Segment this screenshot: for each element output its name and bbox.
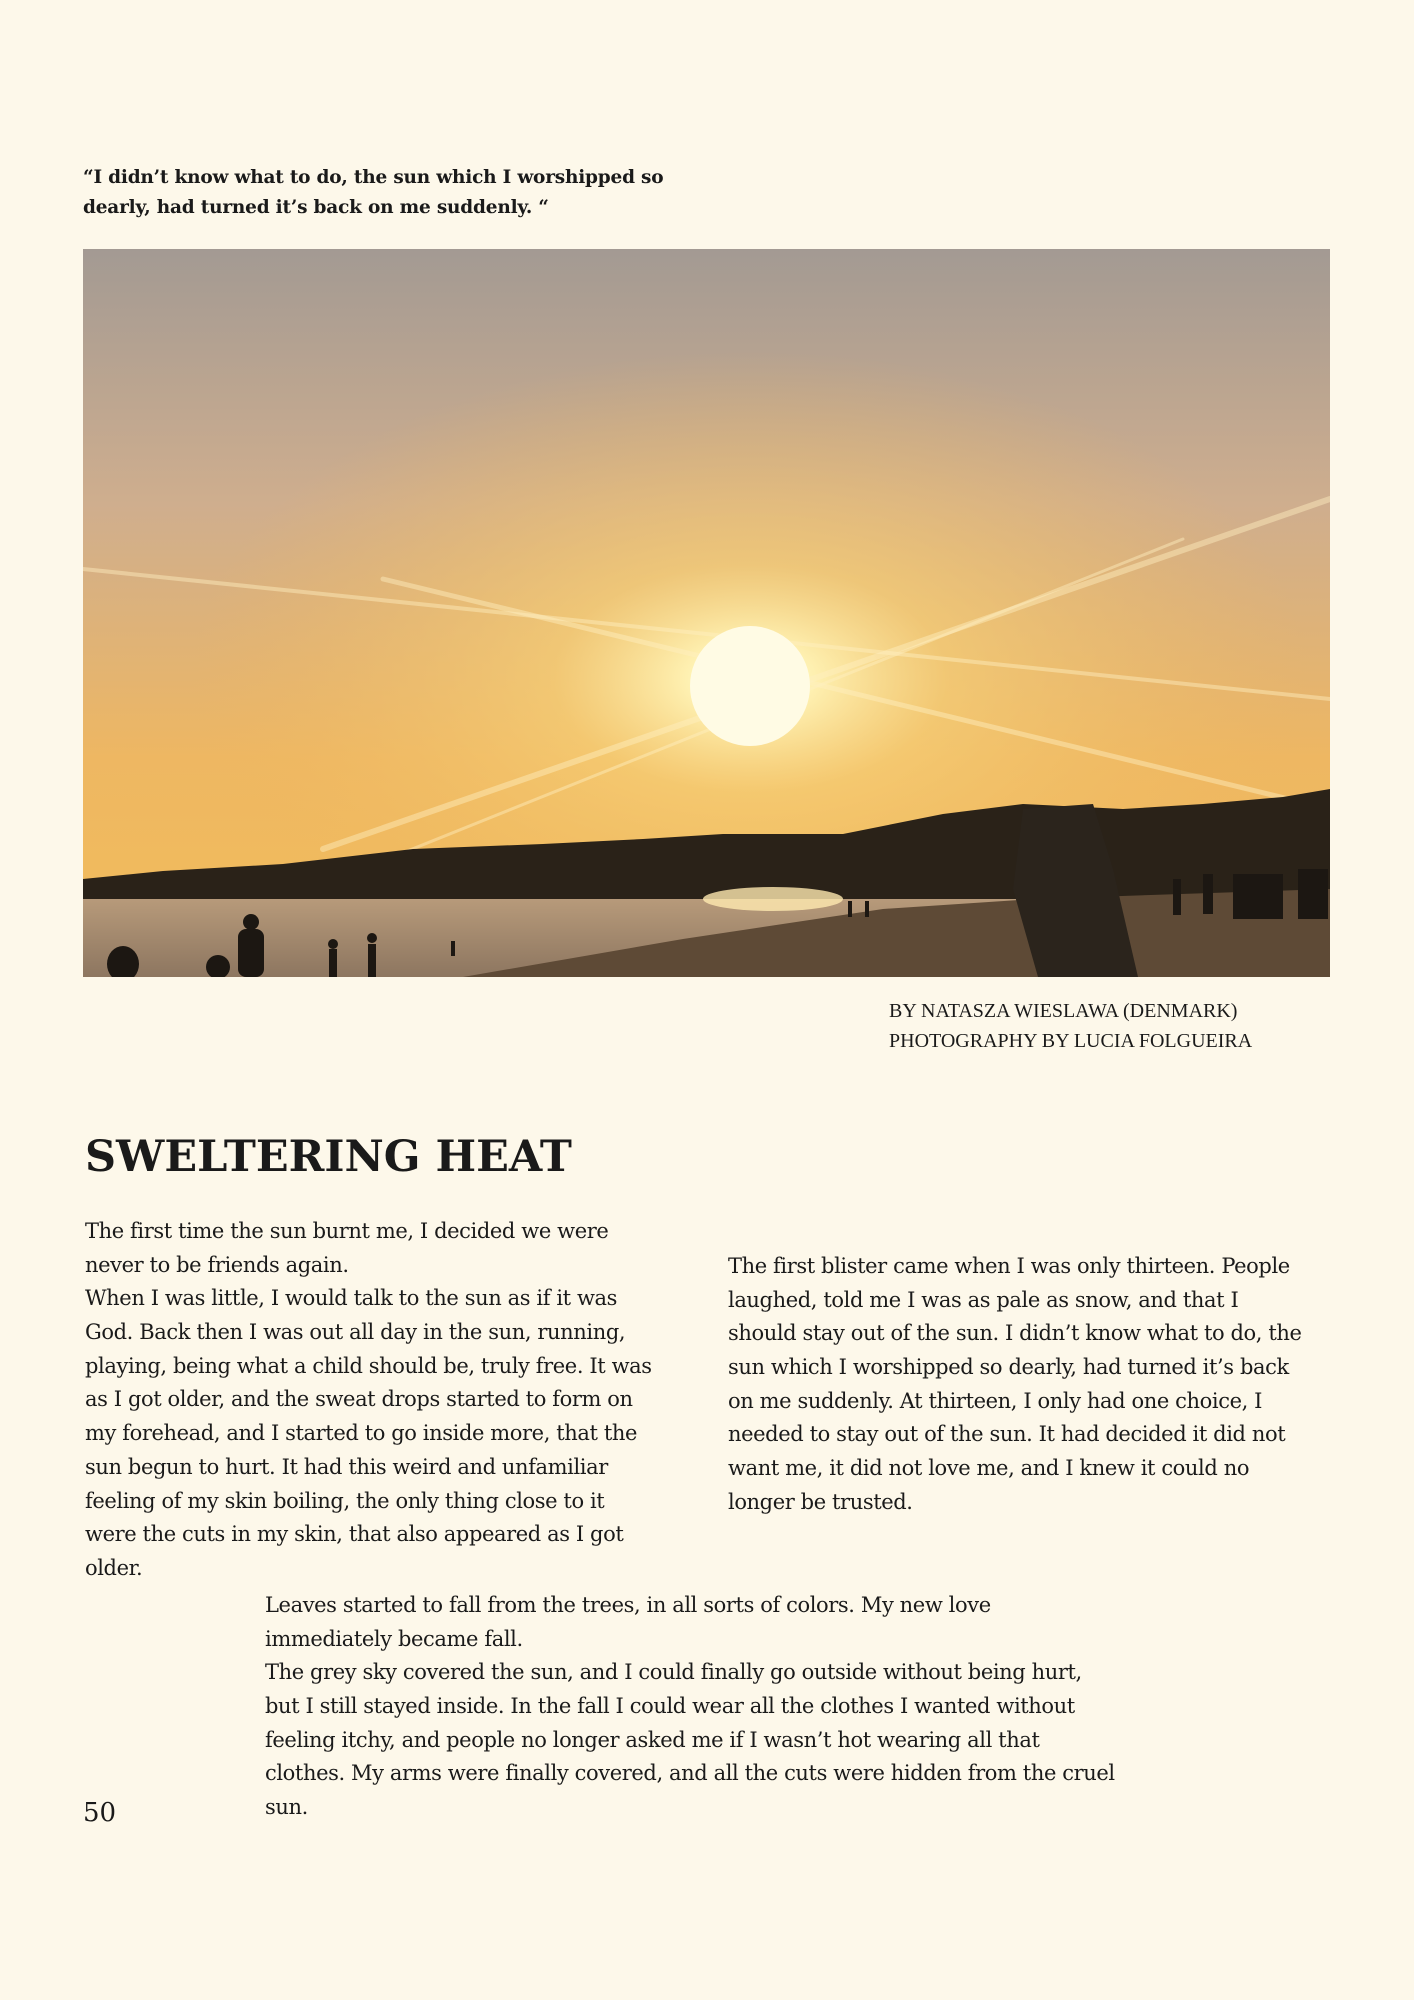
text-line: laughed, told me I was as pale as snow, and that I xyxy=(728,1287,1239,1312)
pull-quote-line: “I didn’t know what to do, the sun which I worshipped so xyxy=(83,167,664,188)
article-column-bottom xyxy=(265,1589,1115,1825)
text-line: as I got older, and the sweat drops started to form on xyxy=(85,1387,633,1412)
pull-quote xyxy=(83,163,663,223)
text-line: never to be friends again. xyxy=(85,1252,349,1277)
text-line: feeling itchy, and people no longer asked me if I wasn’t hot wearing all that xyxy=(265,1727,1040,1752)
text-line: clothes. My arms were finally covered, and all the cuts were hidden from the cruel xyxy=(265,1761,1115,1786)
photo-credit: PHOTOGRAPHY BY LUCIA FOLGUEIRA xyxy=(889,1030,1253,1052)
text-line: were the cuts in my skin, that also appeared as I got xyxy=(85,1522,624,1547)
article-column-left xyxy=(85,1215,652,1586)
text-line: When I was little, I would talk to the sun as if it was xyxy=(85,1286,618,1311)
text-line: needed to stay out of the sun. It had decided it did not xyxy=(728,1422,1286,1447)
text-line: want me, it did not love me, and I knew it could no xyxy=(728,1456,1250,1481)
text-line: my forehead, and I started to go inside more, that the xyxy=(85,1421,638,1446)
text-line: sun. xyxy=(265,1795,308,1820)
text-line: The first time the sun burnt me, I decided we were xyxy=(85,1219,609,1243)
article-column-right xyxy=(728,1250,1302,1520)
text-line: should stay out of the sun. I didn’t know what to do, the xyxy=(728,1321,1302,1346)
text-line: The grey sky covered the sun, and I could finally go outside without being hurt, xyxy=(265,1660,1082,1685)
article-title: SWELTERING HEAT xyxy=(85,1132,572,1182)
text-line: immediately became fall. xyxy=(265,1626,523,1651)
text-line: sun which I worshipped so dearly, had turned it’s back xyxy=(728,1355,1289,1380)
text-line: older. xyxy=(85,1555,143,1580)
text-line: Leaves started to fall from the trees, in all sorts of colors. My new love xyxy=(265,1593,991,1617)
pull-quote-line: dearly, had turned it’s back on me suddenly. “ xyxy=(83,197,549,218)
byline xyxy=(889,996,1252,1056)
text-line: but I still stayed inside. In the fall I could wear all the clothes I wanted without xyxy=(265,1694,1075,1719)
text-line: sun begun to hurt. It had this weird and unfamiliar xyxy=(85,1454,608,1479)
text-line: feeling of my skin boiling, the only thing close to it xyxy=(85,1488,605,1513)
author-credit: BY NATASZA WIESLAWA (DENMARK) xyxy=(889,1000,1238,1022)
text-line: The first blister came when I was only thirteen. People xyxy=(728,1254,1290,1278)
text-line: God. Back then I was out all day in the sun, running, xyxy=(85,1320,626,1345)
text-line: playing, being what a child should be, truly free. It was xyxy=(85,1353,652,1378)
sunset-beach-photo xyxy=(83,249,1330,977)
page-number: 50 xyxy=(83,1798,117,1828)
text-line: longer be trusted. xyxy=(728,1489,913,1514)
text-line: on me suddenly. At thirteen, I only had one choice, I xyxy=(728,1388,1263,1413)
